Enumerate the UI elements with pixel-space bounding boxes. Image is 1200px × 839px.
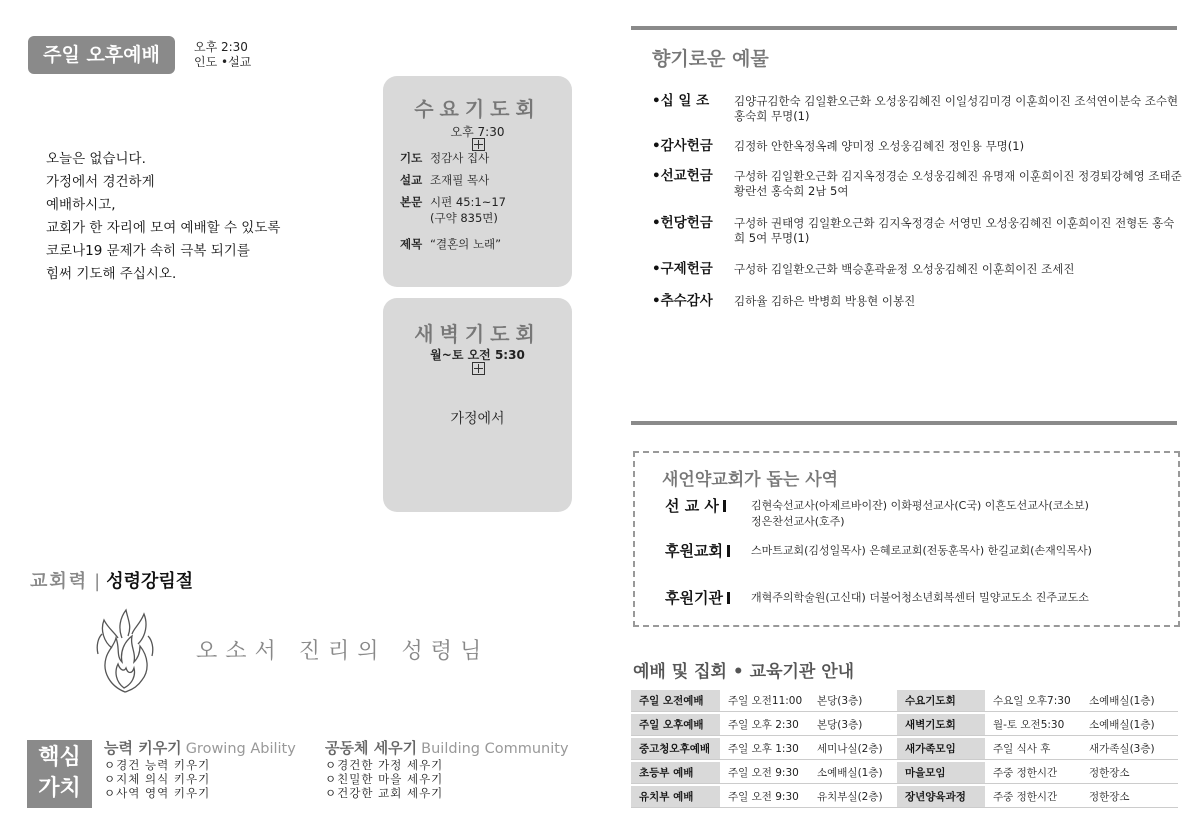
wednesday-row: [400, 172, 489, 188]
wednesday-row: [400, 150, 489, 166]
ministry-row: [665, 590, 1089, 606]
table-cell: 수요일 오후7:30: [985, 690, 1081, 712]
notice-line: 코로나19 문제가 속히 극복 되기를: [46, 243, 250, 259]
core-value-item: ㅇ사역 영역 키우기: [104, 786, 211, 800]
sunday-pm-lead: 인도 •설교: [194, 55, 252, 69]
offering-row: [652, 94, 1182, 124]
schedule-table: [631, 688, 1178, 810]
sunday-pm-title: 주일 오후예배: [28, 36, 175, 74]
table-cell: 주일 식사 후: [985, 738, 1081, 760]
offering-type: •십 일 조: [652, 93, 710, 109]
table-cell: 정한장소: [1081, 762, 1178, 784]
ministry-category-label: 선 교 사: [665, 497, 719, 515]
offering-row: [652, 262, 1182, 277]
row-key: 제목: [400, 237, 423, 251]
ministry-category: [665, 498, 751, 530]
text-ref: 시편 45:1~17: [430, 195, 506, 209]
dawn-title: 새벽기도회: [414, 322, 541, 346]
calendar-motto: 오소서 진리의 성령님: [196, 639, 490, 664]
cross-icon: [472, 362, 485, 375]
dawn-box: [383, 298, 572, 512]
table-cell: 새벽기도회: [897, 714, 985, 736]
row-key: 설교: [400, 173, 423, 187]
ministry-category-label: 후원교회: [665, 542, 723, 560]
calendar-label: 교회력: [30, 571, 89, 592]
notice-line: 예배하시고,: [46, 197, 116, 213]
table-row: [631, 738, 1178, 760]
table-cell: 주일 오전예배: [631, 690, 720, 712]
offering-names: 구성하 권태영 김일환오근화 김지옥정경순 서영민 오성웅김혜진 이훈희이진 전형돈 홍숙희 5여 무명(1): [734, 216, 1175, 245]
core-values-label: [27, 740, 92, 808]
table-cell: 세미나실(2층): [809, 738, 897, 760]
core-label-2: 가치: [38, 776, 81, 801]
table-cell: 소예배실(1층): [1081, 690, 1178, 712]
core-value-item: ㅇ경건한 가정 세우기: [325, 758, 444, 772]
table-cell: 주일 오전11:00: [720, 690, 809, 712]
ministry-names: 스마트교회(김성일목사) 은혜로교회(전동훈목사) 한길교회(손재익목사): [751, 544, 1092, 557]
row-value: 조재필 목사: [430, 173, 490, 187]
core-value-item: ㅇ지체 의식 키우기: [104, 772, 211, 786]
notice-line: 힘써 기도해 주십시오.: [46, 266, 177, 282]
offering-type: •추수감사: [652, 293, 713, 309]
table-cell: 본당(3층): [809, 714, 897, 736]
offering-names: 김하율 김하은 박병희 박용현 이봉진: [734, 294, 916, 308]
table-cell: 월-토 오전5:30: [985, 714, 1081, 736]
notice-line: 오늘은 없습니다.: [46, 151, 146, 167]
row-value: 정감사 집사: [430, 151, 490, 165]
sunday-pm-notice: [46, 148, 280, 286]
ministry-category: [665, 543, 751, 559]
core-value-en: Building Community: [421, 741, 569, 757]
flame-icon: [92, 608, 158, 694]
wednesday-box: [383, 76, 572, 287]
core-value-item: ㅇ친밀한 마을 세우기: [325, 772, 444, 786]
sunday-pm-time: 오후 2:30: [194, 40, 248, 54]
offering-names: 구성하 김일환오근화 김지옥정경순 오성웅김혜진 유명재 이훈희이진 정경퇴강혜영 조태준황란선 홍숙희 2남 5여: [734, 169, 1182, 198]
table-cell: 주중 정한시간: [985, 762, 1081, 784]
table-cell: 주일 오후 1:30: [720, 738, 809, 760]
table-cell: 장년양육과정: [897, 786, 985, 808]
core-value-title: 능력 키우기: [104, 739, 182, 757]
row-key: 본문: [400, 195, 423, 209]
table-cell: 새가족모임: [897, 738, 985, 760]
offering-type: •선교헌금: [652, 168, 713, 184]
calendar-separator: |: [94, 571, 101, 592]
row-value: [430, 194, 506, 226]
ministry-title: 새언약교회가 돕는 사역: [662, 470, 839, 490]
ministry-category-label: 후원기관: [665, 589, 723, 607]
table-cell: 주일 오전 9:30: [720, 762, 809, 784]
core-value-ability: [104, 741, 296, 800]
offering-type: •감사헌금: [652, 138, 713, 154]
table-cell: 중고청오후예배: [631, 738, 720, 760]
table-cell: 주일 오전 9:30: [720, 786, 809, 808]
offering-row: [652, 216, 1182, 246]
offerings-title: 향기로운 예물: [652, 48, 769, 70]
core-value-community: [325, 741, 569, 800]
table-cell: 주일 오후 2:30: [720, 714, 809, 736]
church-calendar: [30, 567, 193, 593]
core-value-item: ㅇ경건 능력 키우기: [104, 758, 211, 772]
table-cell: 초등부 예배: [631, 762, 720, 784]
offering-names: 김양규김한숙 김일환오근화 오성웅김혜진 이일성김미경 이훈희이진 조석연이분숙 조수현 홍숙희 무명(1): [734, 94, 1179, 123]
table-row: [631, 690, 1178, 712]
ministry-names: [751, 498, 1089, 530]
divider: [631, 26, 1177, 30]
sunday-pm-info: [194, 40, 251, 70]
table-cell: 본당(3층): [809, 690, 897, 712]
offering-row: [652, 139, 1182, 154]
notice-line: 교회가 한 자리에 모여 예배할 수 있도록: [46, 220, 281, 236]
table-cell: 주일 오후예배: [631, 714, 720, 736]
table-cell: 소예배실(1층): [809, 762, 897, 784]
table-cell: 주중 정한시간: [985, 786, 1081, 808]
schedule-title: 예배 및 집회 • 교육기관 안내: [633, 662, 855, 682]
wednesday-title: 수요기도회: [414, 97, 541, 121]
core-value-title: 공동체 세우기: [325, 739, 418, 757]
offering-names: 김정하 안한옥정옥례 양미정 오성웅김혜진 정인용 무명(1): [734, 139, 1025, 153]
notice-line: 가정에서 경건하게: [46, 174, 155, 190]
wednesday-time: 오후 7:30: [450, 125, 505, 139]
wednesday-row: [400, 236, 501, 252]
core-value-item: ㅇ건강한 교회 세우기: [325, 786, 444, 800]
row-key: 기도: [400, 151, 423, 165]
table-row: [631, 786, 1178, 808]
ministry-row: [665, 498, 1089, 530]
core-value-en: Growing Ability: [185, 741, 296, 757]
dawn-time: 월~토 오전 5:30: [430, 348, 525, 362]
dawn-place: 가정에서: [450, 411, 505, 427]
table-cell: 정한장소: [1081, 786, 1178, 808]
text-page: (구약 835면): [430, 211, 498, 225]
table-row: [631, 762, 1178, 784]
ministry-line: 정은찬선교사(호주): [751, 515, 845, 528]
divider: [631, 421, 1177, 425]
ministry-line: 김현숙선교사(아제르바이잔) 이화평선교사(C국) 이흔도선교사(코소보): [751, 499, 1089, 512]
table-row: [631, 714, 1178, 736]
ministry-names: 개혁주의학술원(고신대) 더불어청소년회복센터 밀양교도소 진주교도소: [751, 591, 1089, 604]
table-cell: 유치부 예배: [631, 786, 720, 808]
table-cell: 수요기도회: [897, 690, 985, 712]
offering-type: •헌당헌금: [652, 215, 713, 231]
offering-row: [652, 169, 1182, 199]
ministry-category: [665, 590, 751, 606]
table-cell: 소예배실(1층): [1081, 714, 1178, 736]
table-cell: 마을모임: [897, 762, 985, 784]
ministry-row: [665, 543, 1092, 559]
offering-row: [652, 294, 1182, 309]
table-cell: 새가족실(3층): [1081, 738, 1178, 760]
wednesday-row: [400, 194, 506, 226]
row-value: “결혼의 노래”: [430, 237, 502, 251]
calendar-season: 성령강림절: [106, 571, 194, 592]
offering-names: 구성하 김일환오근화 백승훈곽윤정 오성웅김혜진 이훈희이진 조세진: [734, 262, 1075, 276]
offering-type: •구제헌금: [652, 261, 713, 277]
table-cell: 유치부실(2층): [809, 786, 897, 808]
core-label-1: 핵심: [38, 745, 81, 770]
